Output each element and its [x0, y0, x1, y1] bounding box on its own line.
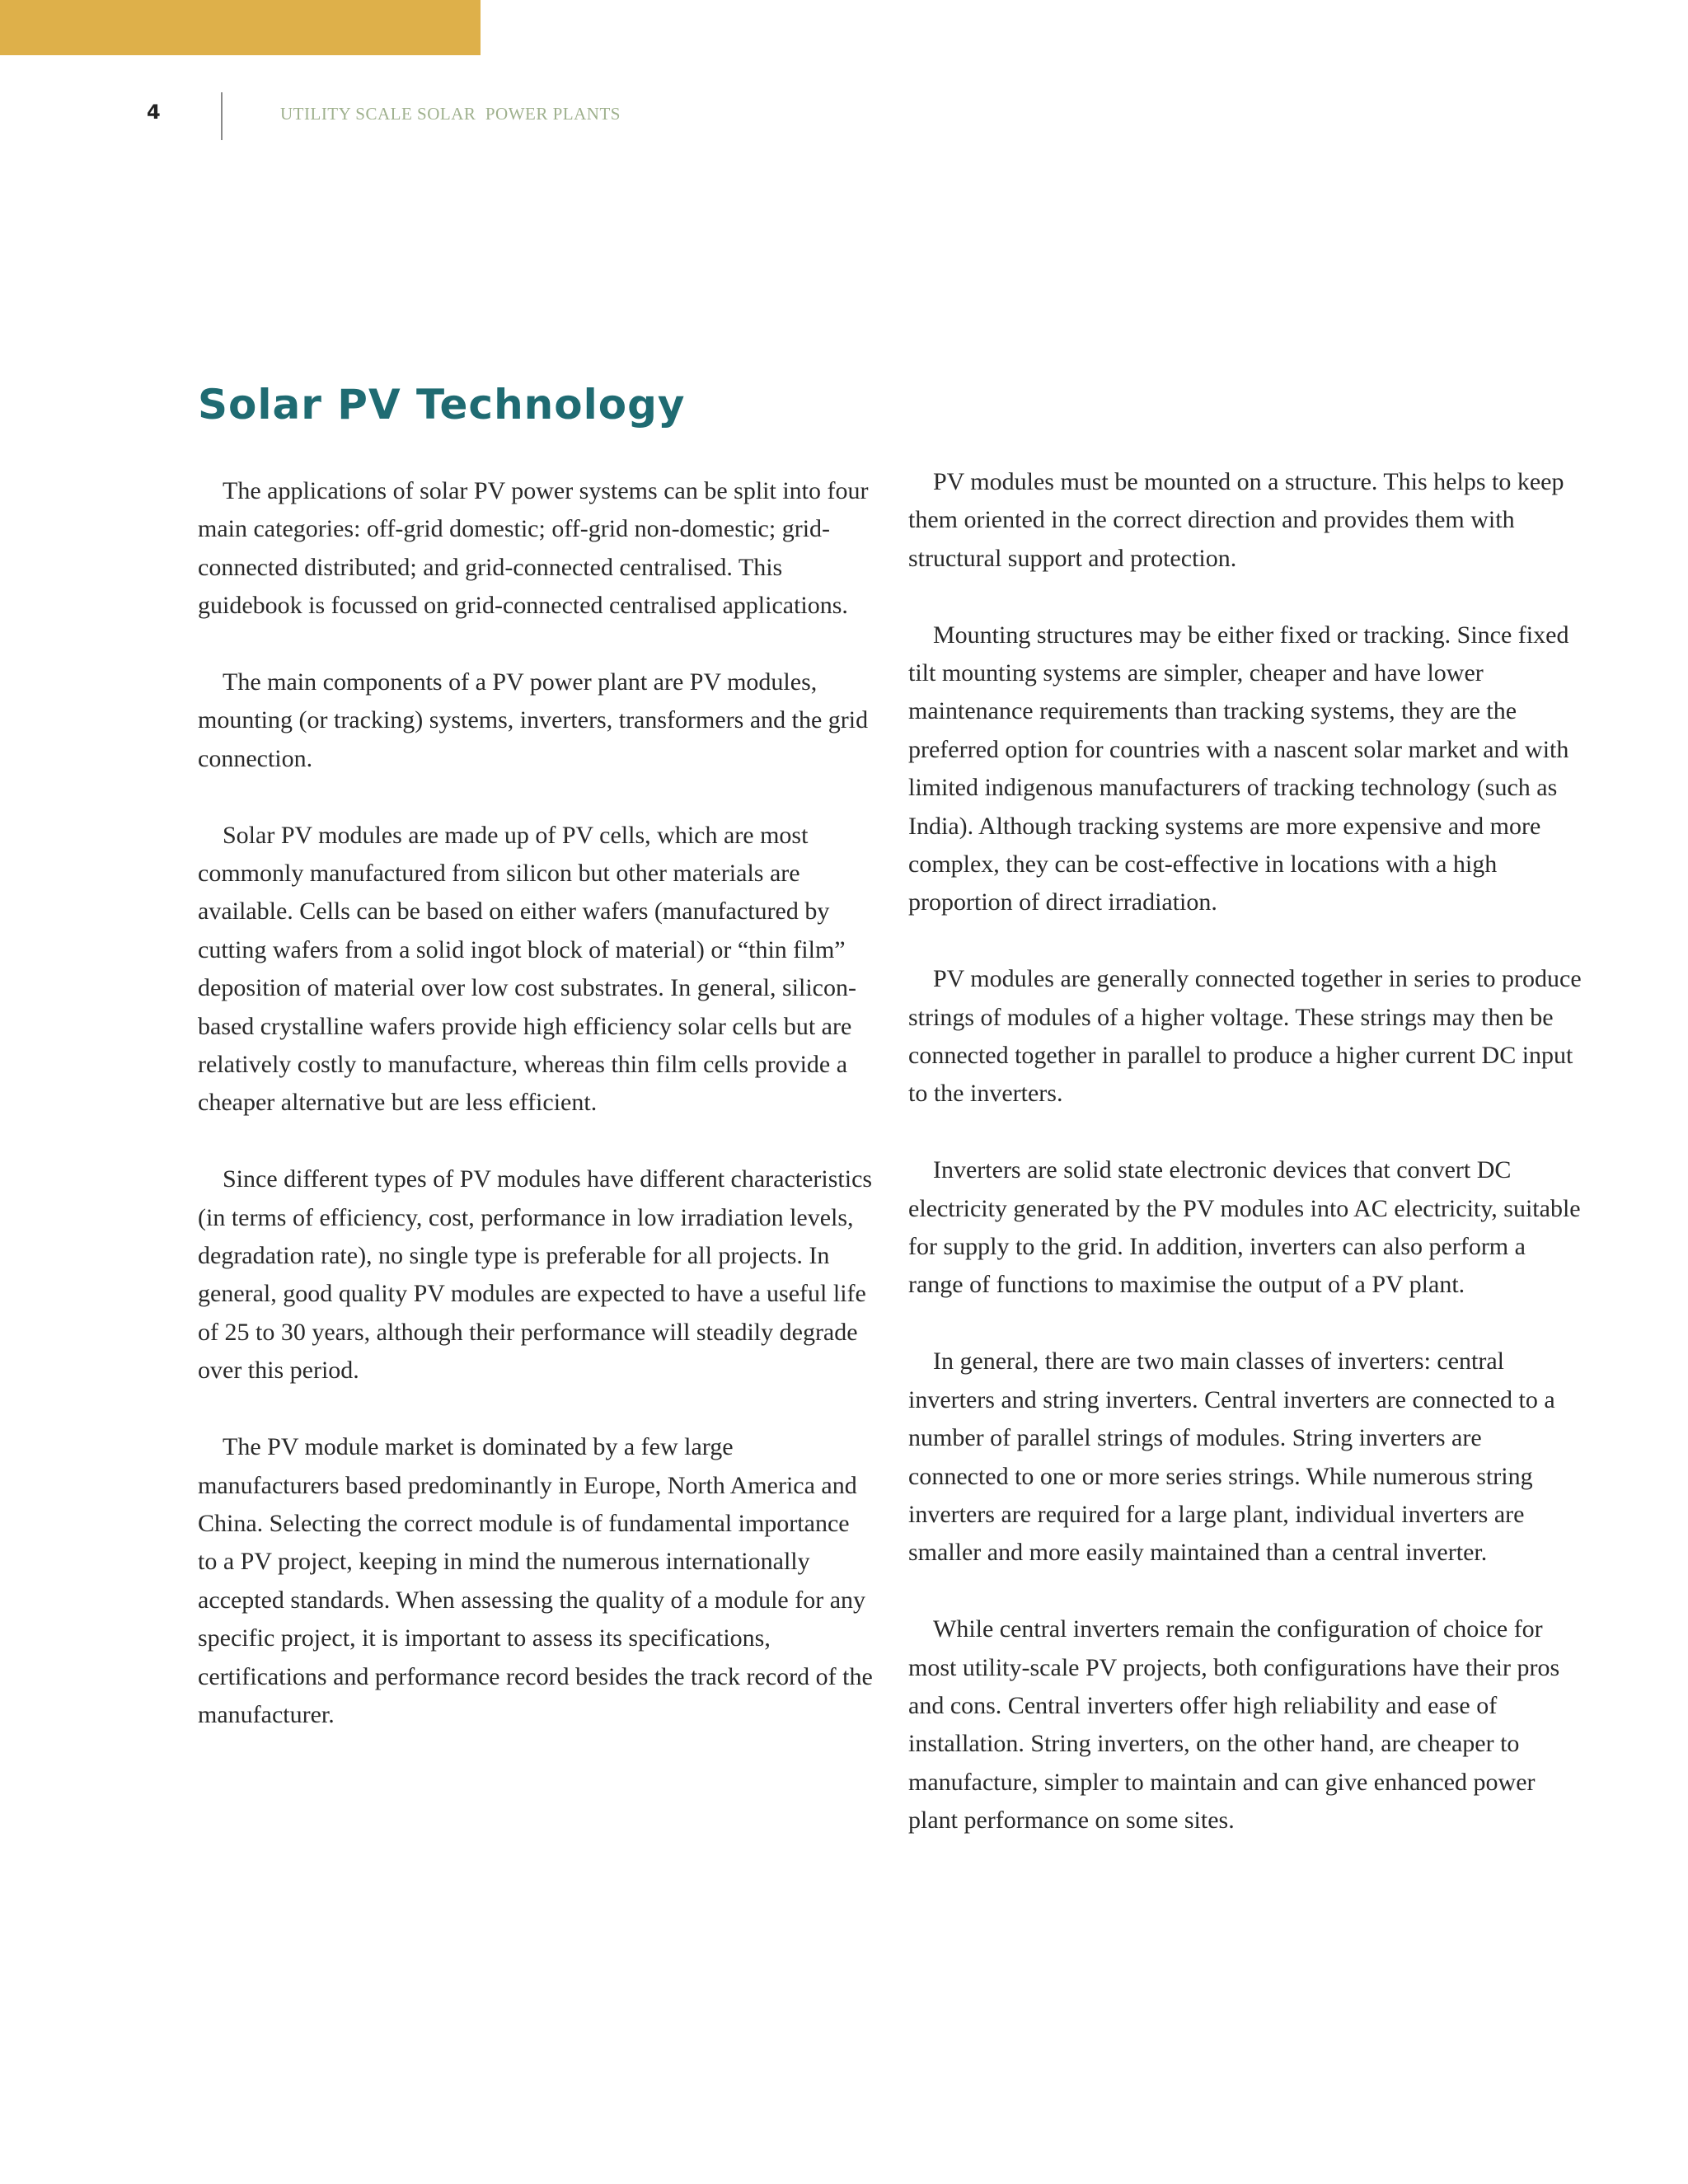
left-column	[198, 472, 874, 1734]
body-paragraph: Inverters are solid state electronic devices that convert DC electricity generated by the PV modules into AC electricity, suitable for supply to the grid. In addition, inverters can also perform a range of functions to maximise the output of a PV plant.	[908, 1156, 1581, 1299]
body-paragraph: While central inverters remain the configuration of choice for most utility-scale PV projects, both configurations have their pros and cons. Central inverters offer high reliability and ease of installation. String inverters, on the other hand, are cheaper to manufacture, simpler to maintain and can give enhanced power plant performance on some sites.	[908, 1615, 1560, 1835]
body-paragraph: Since different types of PV modules have different characteristics (in terms of efficiency, cost, performance in low irradiation levels, degradation rate), no single type is preferable for all projects. In general, good quality PV modules are expected to have a useful life of 25 to 30 years, although their performance will steadily degrade over this period.	[198, 1165, 873, 1385]
body-paragraph: The applications of solar PV power systems can be split into four main categories: off-grid domestic; off-grid non-domestic; grid-connected distributed; and grid-connected centralised. This guidebook is focussed on grid-connected centralised applications.	[198, 477, 869, 620]
running-title: UTILITY SCALE SOLAR POWER PLANTS	[280, 104, 621, 124]
body-paragraph: The main components of a PV power plant are PV modules, mounting (or tracking) systems, inverters, transformers and the grid connection.	[198, 668, 869, 772]
body-paragraph: Mounting structures may be either fixed or tracking. Since fixed tilt mounting systems are simpler, cheaper and have lower maintenance requirements than tracking systems, they are the preferred option for countries with a nascent solar market and with limited indigenous manufacturers of tracking technology (such as India). Although tracking systems are more expensive and more complex, they can be cost-effective in locations with a high proportion of direct irradiation.	[908, 621, 1569, 916]
page-number: 4	[147, 101, 161, 124]
header-accent-bar	[0, 0, 481, 55]
body-paragraph: The PV module market is dominated by a few large manufacturers based predominantly in Europe, North America and China. Selecting the correct module is of fundamental importance to a PV project, keeping in mind the numerous internationally accepted standards. When assessing the quality of a module for any specific project, it is important to assess its specifications, certifications and performance record besides the track record of the manufacturer.	[198, 1433, 873, 1728]
body-paragraph: In general, there are two main classes of inverters: central inverters and string inverters. Central inverters are connected to a number of parallel strings of modules. String inverters are connected to one or more series strings. While numerous string inverters are required for a large plant, individual inverters are smaller and more easily maintained than a central inverter.	[908, 1347, 1555, 1567]
body-paragraph: PV modules must be mounted on a structure. This helps to keep them oriented in the correct direction and provides them with structural support and protection.	[908, 468, 1564, 572]
header-divider	[221, 92, 223, 140]
body-paragraph: Solar PV modules are made up of PV cells, which are most commonly manufactured from silicon but other materials are available. Cells can be based on either wafers (manufactured by cutting wafers from a solid ingot block of material) or “thin film” deposition of material over low cost substrates. In general, silicon-based crystalline wafers provide high efficiency solar cells but are relatively costly to manufacture, whereas thin film cells provide a cheaper alternative but are less efficient.	[198, 821, 856, 1117]
section-title: Solar PV Technology	[198, 381, 686, 429]
body-paragraph: PV modules are generally connected together in series to produce strings of modules of a higher voltage. These strings may then be connected together in parallel to produce a higher current DC input to the inverters.	[908, 965, 1582, 1108]
right-column	[908, 463, 1584, 1840]
